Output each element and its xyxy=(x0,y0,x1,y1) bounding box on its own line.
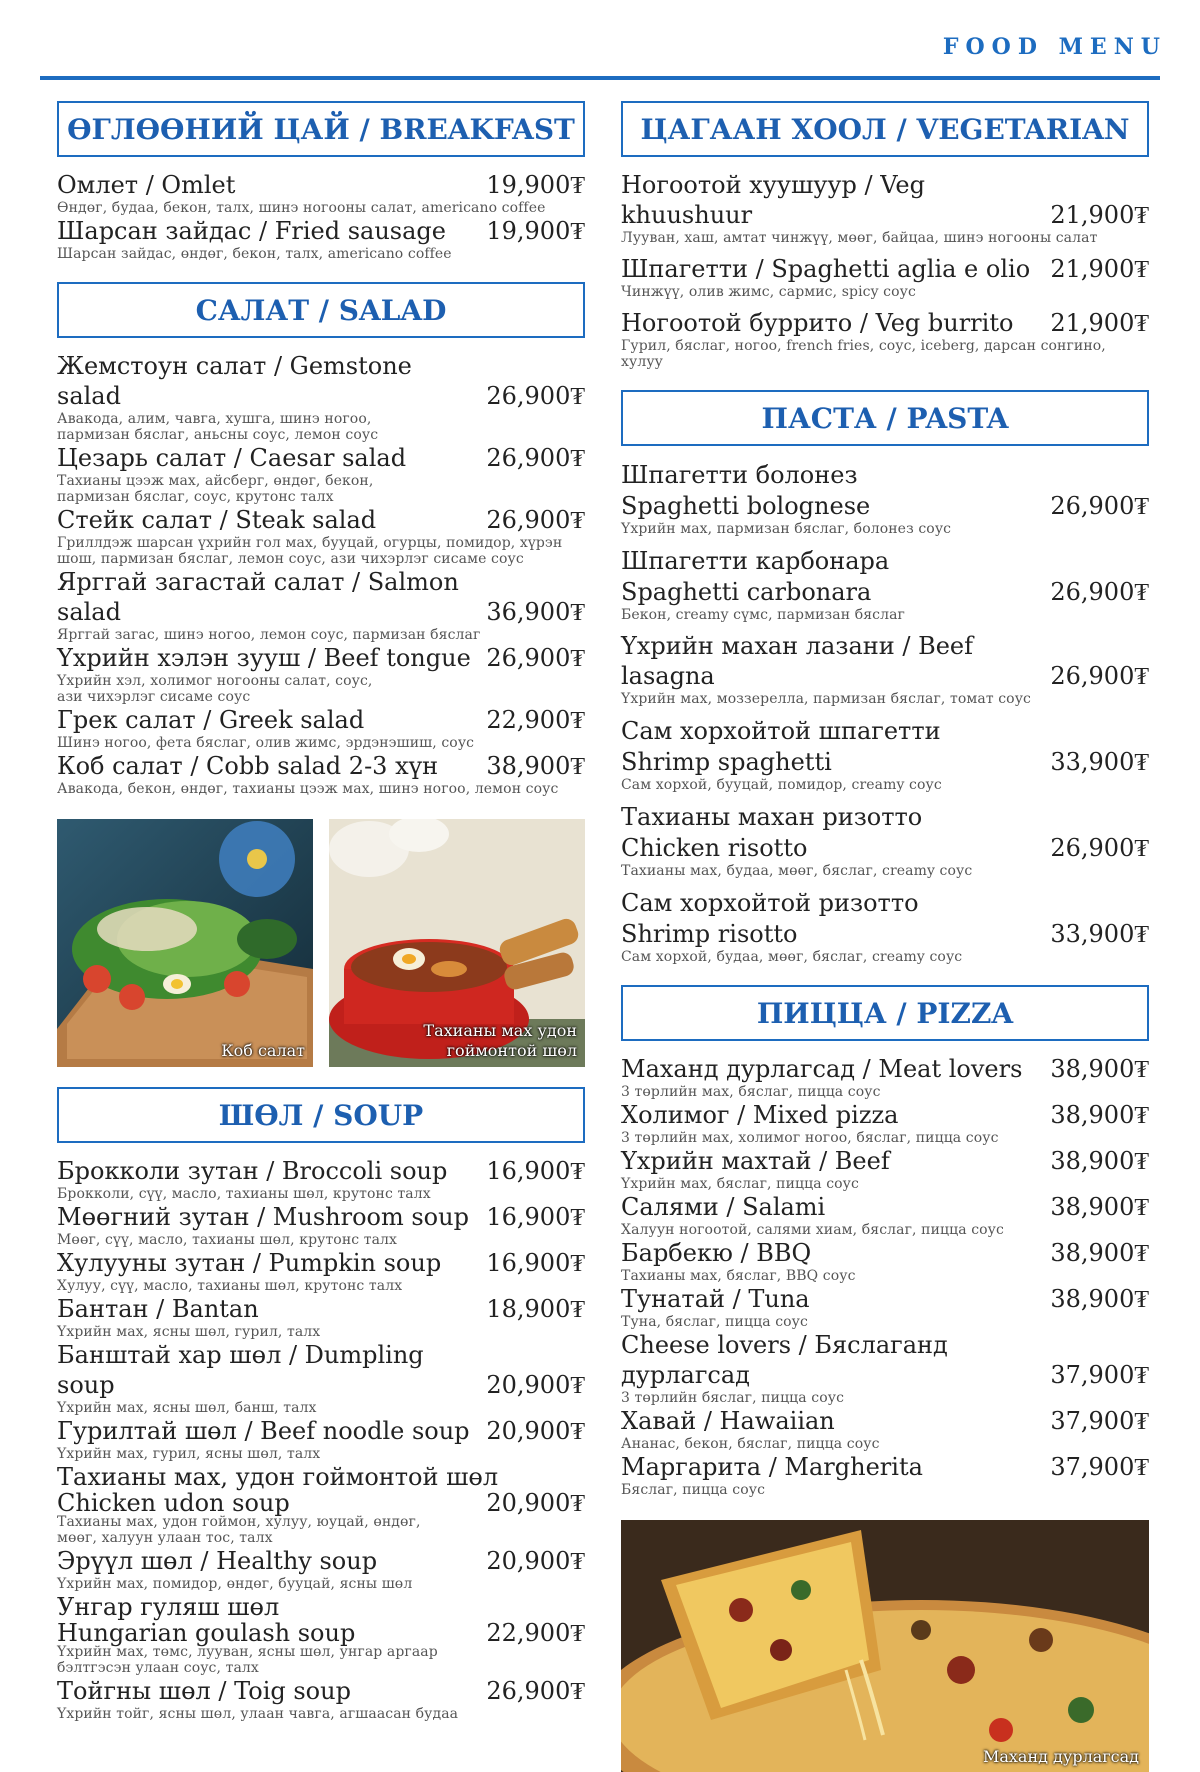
menu-item[interactable] xyxy=(57,1416,585,1462)
item-description: Сам хорхой, будаа, мөөг, бяслаг, creamy соус xyxy=(621,949,963,965)
menu-item[interactable] xyxy=(57,751,585,797)
item-name: Омлет / Omlet xyxy=(57,171,236,199)
menu-item[interactable] xyxy=(621,631,1149,707)
item-price: 21,900₮ xyxy=(1050,201,1149,229)
item-name: Spaghetti carbonara xyxy=(621,578,872,606)
item-description: Үхрийн мах, моззерелла, пармизан бяслаг, томат соус xyxy=(621,691,1031,707)
section-header-breakfast: ӨГЛӨӨНИЙ ЦАЙ / BREAKFAST xyxy=(57,101,585,157)
item-name: Салями / Salami xyxy=(621,1193,826,1221)
item-price: 26,900₮ xyxy=(1050,834,1149,862)
menu-item[interactable] xyxy=(621,1330,1149,1406)
item-name: Shrimp spaghetti xyxy=(621,748,832,776)
soup-list xyxy=(57,1156,585,1722)
item-description: Авакода, алим, чавга, хушга, шинэ ногоо, xyxy=(57,411,372,427)
salad-list xyxy=(57,351,585,797)
item-description: Тахианы цээж мах, айсберг, өндөг, бекон, xyxy=(57,473,374,489)
item-description: Үхрийн мах, бяслаг, пицца соус xyxy=(621,1176,859,1192)
item-description: Үхрийн мах, пармизан бяслаг, болонез соус xyxy=(621,521,952,537)
item-description: ази чихэрлэг сисаме соус xyxy=(57,689,251,705)
item-name: Жемстоун салат / Gemstone salad xyxy=(57,352,412,410)
menu-item[interactable] xyxy=(57,1248,585,1294)
item-description: Хулуу, сүү, масло, тахианы шөл, крутонс талх xyxy=(57,1278,403,1294)
menu-item[interactable] xyxy=(57,567,585,643)
item-description: шош, пармизан бяслаг, лемон соус, ази чихэрлэг сисаме соус xyxy=(57,551,524,567)
menu-item[interactable] xyxy=(57,705,585,751)
item-description: Шинэ ногоо, фета бяслаг, олив жимс, эрдэнэшиш, соус xyxy=(57,735,475,751)
item-name: Мөөгний зутан / Mushroom soup xyxy=(57,1203,469,1231)
item-price: 21,900₮ xyxy=(1050,255,1149,283)
menu-item[interactable] xyxy=(57,505,585,567)
item-price: 20,900₮ xyxy=(486,1489,585,1517)
menu-item[interactable] xyxy=(57,1592,585,1676)
item-description: Үхрийн хэл, холимог ногооны салат, соус, xyxy=(57,673,373,689)
menu-item[interactable] xyxy=(621,887,1149,965)
item-description: Туна, бяслаг, пицца соус xyxy=(621,1314,808,1330)
item-price: 26,900₮ xyxy=(486,506,585,534)
item-price: 38,900₮ xyxy=(1050,1147,1149,1175)
item-name: Хулууны зутан / Pumpkin soup xyxy=(57,1249,442,1277)
menu-item[interactable] xyxy=(57,1340,585,1416)
item-name: Сам хорхойтой ризотто xyxy=(621,889,919,917)
menu-item[interactable] xyxy=(57,1156,585,1202)
item-name: Hungarian goulash soup xyxy=(57,1619,356,1647)
item-name: Шарсан зайдас / Fried sausage xyxy=(57,217,446,245)
cobb-salad-photo xyxy=(57,819,313,1067)
item-name: Эрүүл шөл / Healthy soup xyxy=(57,1547,378,1575)
pasta-list xyxy=(621,459,1149,965)
item-description: Тахианы мах, удон гоймон, хулуу, юуцай, өндөг, xyxy=(57,1514,421,1530)
item-price: 16,900₮ xyxy=(486,1249,585,1277)
item-price: 38,900₮ xyxy=(1050,1055,1149,1083)
item-price: 38,900₮ xyxy=(1050,1285,1149,1313)
item-price: 36,900₮ xyxy=(486,598,585,626)
item-name: Shrimp risotto xyxy=(621,920,798,948)
item-description: Гриллдэж шарсан үхрийн гол мах, бууцай, огурцы, помидор, хүрэн xyxy=(57,535,563,551)
item-price: 33,900₮ xyxy=(1050,748,1149,776)
photo-caption xyxy=(423,1021,577,1061)
item-description: Үхрийн мах, гурил, ясны шөл, талх xyxy=(57,1446,321,1462)
item-price: 18,900₮ xyxy=(486,1295,585,1323)
udon-soup-photo xyxy=(329,819,585,1067)
item-name: Холимог / Mixed pizza xyxy=(621,1101,899,1129)
item-name: Ногоотой хуушуур / Veg khuushuur xyxy=(621,171,925,229)
item-description: Тахианы мах, бяслаг, BBQ соус xyxy=(621,1268,856,1284)
item-name: Chicken udon soup xyxy=(57,1489,290,1517)
menu-item[interactable] xyxy=(57,1294,585,1340)
page-title: FOOD MENU xyxy=(942,34,1167,60)
item-name: Тунатай / Tuna xyxy=(621,1285,810,1313)
item-price: 16,900₮ xyxy=(486,1157,585,1185)
item-description: мөөг, халуун улаан тос, талх xyxy=(57,1530,273,1546)
item-name: Унгар гуляш шөл xyxy=(57,1593,280,1621)
pizza-photo xyxy=(621,1520,1149,1772)
item-description: Брокколи, сүү, масло, тахианы шөл, крутонс талх xyxy=(57,1186,431,1202)
item-price: 37,900₮ xyxy=(1050,1361,1149,1389)
item-name: Шпагетти / Spaghetti aglia e olio xyxy=(621,255,1031,283)
item-price: 20,900₮ xyxy=(486,1371,585,1399)
photo-caption: Коб салат xyxy=(221,1041,305,1060)
item-price: 20,900₮ xyxy=(486,1417,585,1445)
item-description: Гурил, бяслаг, ногоо, french fries, соус, iceberg, дарсан сонгино, хулуу xyxy=(621,338,1106,370)
breakfast-list xyxy=(57,170,585,262)
item-name: Үхрийн хэлэн зууш / Beef tongue xyxy=(57,644,471,672)
item-description: 3 төрлийн бяслаг, пицца соус xyxy=(621,1390,845,1406)
item-price: 16,900₮ xyxy=(486,1203,585,1231)
menu-item[interactable] xyxy=(57,1546,585,1592)
menu-item[interactable] xyxy=(621,1146,1149,1192)
menu-item[interactable] xyxy=(57,351,585,443)
item-name: Үхрийн махан лазани / Beef lasagna xyxy=(621,632,974,690)
item-description: Ярггай загас, шинэ ногоо, лемон соус, пармизан бяслаг xyxy=(57,627,481,643)
item-name: Цезарь салат / Caesar salad xyxy=(57,444,407,472)
item-description: Бяслаг, пицца соус xyxy=(621,1482,766,1498)
item-description: Лууван, хаш, амтат чинжүү, мөөг, байцаа, шинэ ногооны салат xyxy=(621,230,1098,246)
menu-item[interactable] xyxy=(57,216,585,262)
menu-item[interactable] xyxy=(621,308,1149,370)
menu-item[interactable] xyxy=(621,715,1149,793)
item-price: 26,900₮ xyxy=(1050,662,1149,690)
item-description: Бекон, creamy сүмс, пармизан бяслаг xyxy=(621,607,905,623)
left-column xyxy=(57,101,585,1722)
item-name: Бантан / Bantan xyxy=(57,1295,259,1323)
section-header-salad: САЛАТ / SALAD xyxy=(57,282,585,338)
item-description: Сам хорхой, бууцай, помидор, creamy соус xyxy=(621,777,942,793)
item-name: Маргарита / Margherita xyxy=(621,1453,923,1481)
item-name: Маханд дурлагсад / Meat lovers xyxy=(621,1055,1023,1083)
item-price: 26,900₮ xyxy=(486,382,585,410)
item-description: пармизан бяслаг, аньсны соус, лемон соус xyxy=(57,427,379,443)
photo-caption-line: гоймонтой шөл xyxy=(446,1041,577,1060)
menu-item[interactable] xyxy=(57,443,585,505)
menu-item[interactable] xyxy=(621,254,1149,300)
item-description: Үхрийн мах, төмс, лууван, ясны шөл, унгар аргаар xyxy=(57,1644,438,1660)
menu-item[interactable] xyxy=(57,1462,585,1546)
item-description: 3 төрлийн мах, холимог ногоо, бяслаг, пицца соус xyxy=(621,1130,999,1146)
item-description: Халуун ногоотой, салями хиам, бяслаг, пицца соус xyxy=(621,1222,1004,1238)
menu-item[interactable] xyxy=(621,170,1149,246)
menu-item[interactable] xyxy=(621,1406,1149,1452)
menu-item[interactable] xyxy=(621,545,1149,623)
header-divider xyxy=(40,76,1160,80)
item-price: 19,900₮ xyxy=(486,217,585,245)
item-price: 19,900₮ xyxy=(486,171,585,199)
right-column xyxy=(621,101,1149,1772)
item-name: Тойгны шөл / Toig soup xyxy=(57,1677,351,1705)
item-description: Шарсан зайдас, өндөг, бекон, талх, americano coffee xyxy=(57,246,452,262)
item-price: 21,900₮ xyxy=(1050,309,1149,337)
item-name: Cheese lovers / Бяслаганд дурлагсад xyxy=(621,1331,948,1389)
item-description: пармизан бяслаг, соус, крутонс талх xyxy=(57,489,334,505)
menu-item[interactable] xyxy=(57,170,585,216)
menu-item[interactable] xyxy=(621,1054,1149,1100)
item-price: 38,900₮ xyxy=(486,752,585,780)
item-price: 22,900₮ xyxy=(486,1619,585,1647)
item-name: Тахианы мах, удон гоймонтой шөл xyxy=(57,1463,499,1491)
menu-item[interactable] xyxy=(621,801,1149,879)
photo-caption: Маханд дурлагсад xyxy=(982,1747,1139,1766)
item-price: 26,900₮ xyxy=(1050,492,1149,520)
menu-item[interactable] xyxy=(621,1238,1149,1284)
item-name: Барбекю / BBQ xyxy=(621,1239,812,1267)
item-description: Чинжүү, олив жимс, сармис, spicy соус xyxy=(621,284,916,300)
item-description: Өндөг, будаа, бекон, талх, шинэ ногооны салат, americano coffee xyxy=(57,200,546,216)
item-price: 20,900₮ xyxy=(486,1547,585,1575)
menu-item[interactable] xyxy=(621,1452,1149,1498)
item-name: Шпагетти болонез xyxy=(621,461,858,489)
item-description: 3 төрлийн мах, бяслаг, пицца соус xyxy=(621,1084,881,1100)
menu-item[interactable] xyxy=(621,1284,1149,1330)
item-name: Ногоотой буррито / Veg burrito xyxy=(621,309,1014,337)
menu-item[interactable] xyxy=(57,643,585,705)
item-name: Ярггай загастай салат / Salmon salad xyxy=(57,568,459,626)
item-name: Хавай / Hawaiian xyxy=(621,1407,835,1435)
section-header-pizza: ПИЦЦА / PIZZA xyxy=(621,985,1149,1041)
item-price: 37,900₮ xyxy=(1050,1407,1149,1435)
item-price: 38,900₮ xyxy=(1050,1101,1149,1129)
item-description: Үхрийн мах, ясны шөл, банш, талх xyxy=(57,1400,317,1416)
item-price: 26,900₮ xyxy=(1050,578,1149,606)
item-name: Сам хорхойтой шпагетти xyxy=(621,717,941,745)
menu-item[interactable] xyxy=(57,1676,585,1722)
item-price: 33,900₮ xyxy=(1050,920,1149,948)
item-description: Тахианы мах, будаа, мөөг, бяслаг, creamy соус xyxy=(621,863,973,879)
item-name: Шпагетти карбонара xyxy=(621,547,890,575)
item-description: Авакода, бекон, өндөг, тахианы цээж мах, шинэ ногоо, лемон соус xyxy=(57,781,559,797)
item-description: Үхрийн тойг, ясны шөл, улаан чавга, агшаасан будаа xyxy=(57,1706,459,1722)
photo-row xyxy=(57,819,585,1067)
item-name: Үхрийн махтай / Beef xyxy=(621,1147,890,1175)
item-name: Chicken risotto xyxy=(621,834,808,862)
item-description: Үхрийн мах, помидор, өндөг, бууцай, ясны шөл xyxy=(57,1576,413,1592)
item-name: Коб салат / Cobb salad 2-3 хүн xyxy=(57,752,439,780)
item-name: Гурилтай шөл / Beef noodle soup xyxy=(57,1417,470,1445)
item-name: Брокколи зутан / Broccoli soup xyxy=(57,1157,448,1185)
vegetarian-list xyxy=(621,170,1149,370)
item-price: 26,900₮ xyxy=(486,1677,585,1705)
item-name: Банштай хар шөл / Dumpling soup xyxy=(57,1341,424,1399)
item-price: 26,900₮ xyxy=(486,644,585,672)
pizza-list xyxy=(621,1054,1149,1498)
item-price: 26,900₮ xyxy=(486,444,585,472)
item-description: бэлтгэсэн улаан соус, талх xyxy=(57,1660,259,1676)
menu-item[interactable] xyxy=(621,1192,1149,1238)
menu-item[interactable] xyxy=(57,1202,585,1248)
item-description: Ананас, бекон, бяслаг, пицца соус xyxy=(621,1436,880,1452)
item-description: Мөөг, сүү, масло, тахианы шөл, крутонс талх xyxy=(57,1232,398,1248)
item-name: Тахианы махан ризотто xyxy=(621,803,923,831)
item-price: 38,900₮ xyxy=(1050,1193,1149,1221)
section-header-pasta: ПАСТА / PASTA xyxy=(621,390,1149,446)
photo-caption-line: Тахианы мах удон xyxy=(423,1021,577,1040)
item-price: 22,900₮ xyxy=(486,706,585,734)
menu-item[interactable] xyxy=(621,459,1149,537)
section-header-soup: ШӨЛ / SOUP xyxy=(57,1087,585,1143)
item-name: Грек салат / Greek salad xyxy=(57,706,365,734)
item-price: 37,900₮ xyxy=(1050,1453,1149,1481)
item-price: 38,900₮ xyxy=(1050,1239,1149,1267)
item-name: Spaghetti bolognese xyxy=(621,492,871,520)
section-header-vegetarian: ЦАГААН ХООЛ / VEGETARIAN xyxy=(621,101,1149,157)
item-name: Стейк салат / Steak salad xyxy=(57,506,377,534)
item-description: Үхрийн мах, ясны шөл, гурил, талх xyxy=(57,1324,321,1340)
menu-item[interactable] xyxy=(621,1100,1149,1146)
